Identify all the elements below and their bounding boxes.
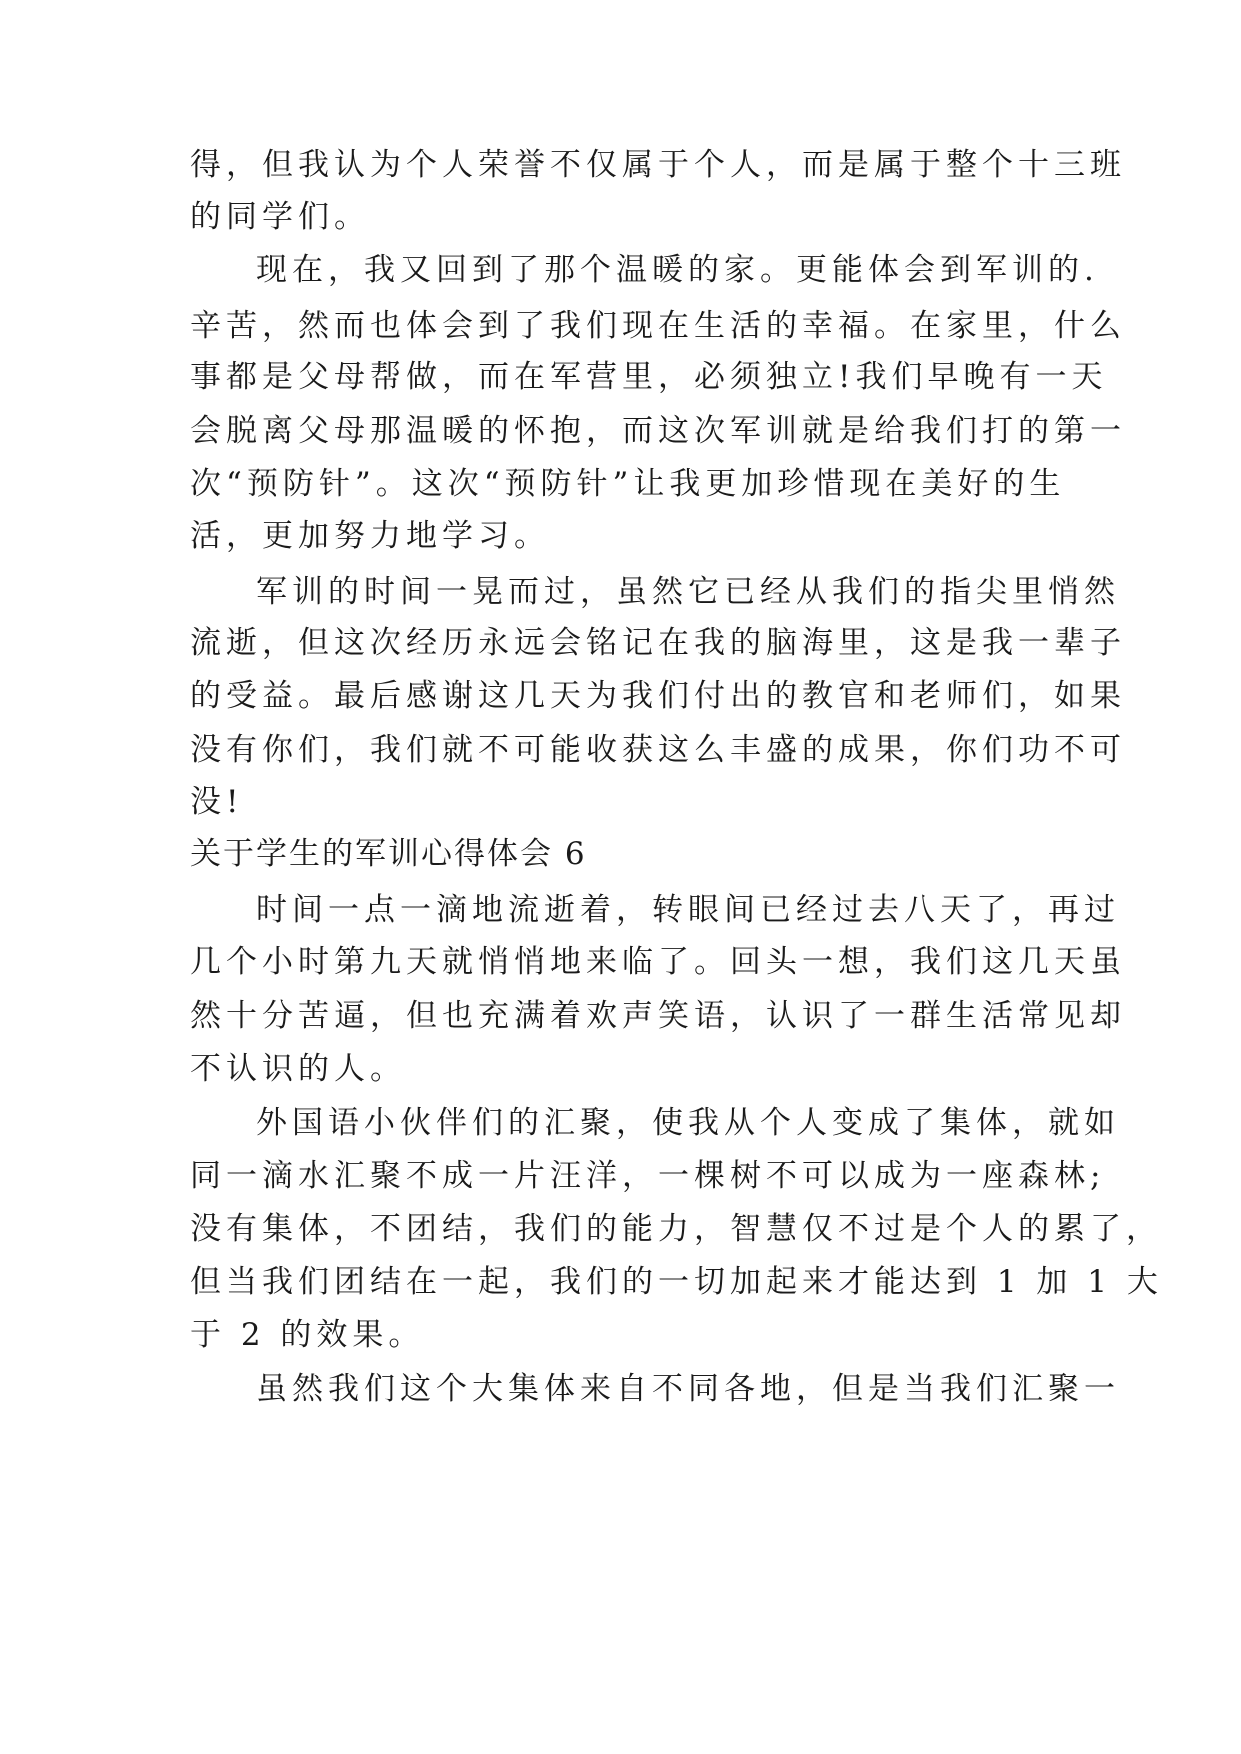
text-line: 事都是父母帮做，而在军营里，必须独立!我们早晚有一天: [190, 359, 1108, 395]
text-line: 辛苦，然而也体会到了我们现在生活的幸福。在家里，什么: [190, 308, 1126, 344]
text-line: 于 2 的效果。: [190, 1317, 425, 1353]
text-line: 的受益。最后感谢这几天为我们付出的教官和老师们，如果: [190, 678, 1126, 714]
text-line: 流逝，但这次经历永远会铭记在我的脑海里，这是我一辈子: [190, 625, 1126, 661]
text-line: 会脱离父母那温暖的怀抱，而这次军训就是给我们打的第一: [190, 413, 1126, 449]
paragraph-start-line: 时间一点一滴地流逝着，转眼间已经过去八天了，再过: [256, 892, 1120, 928]
text-line: 几个小时第九天就悄悄地来临了。回头一想，我们这几天虽: [190, 944, 1126, 980]
paragraph-start-line: 军训的时间一晃而过，虽然它已经从我们的指尖里悄然: [256, 574, 1120, 610]
paragraph-start-line: 外国语小伙伴们的汇聚，使我从个人变成了集体，就如: [256, 1105, 1120, 1141]
paragraph-start-line: 现在，我又回到了那个温暖的家。更能体会到军训的.: [256, 252, 1099, 288]
text-line: 得，但我认为个人荣誉不仅属于个人，而是属于整个十三班: [190, 147, 1126, 183]
text-line: 没有集体，不团结，我们的能力，智慧仅不过是个人的累了，: [190, 1211, 1162, 1247]
text-line: 但当我们团结在一起，我们的一切加起来才能达到 1 加 1 大: [190, 1264, 1163, 1300]
text-line: 活，更加努力地学习。: [190, 518, 550, 554]
section-heading: 关于学生的军训心得体会 6: [190, 836, 587, 872]
text-line: 同一滴水汇聚不成一片汪洋，一棵树不可以成为一座森林;: [190, 1158, 1106, 1194]
text-line: 不认识的人。: [190, 1051, 406, 1087]
text-line: 然十分苦逼，但也充满着欢声笑语，认识了一群生活常见却: [190, 998, 1126, 1034]
paragraph-start-line: 虽然我们这个大集体来自不同各地，但是当我们汇聚一: [256, 1371, 1120, 1407]
text-line: 的同学们。: [190, 199, 370, 235]
text-line: 次“预防针”。这次“预防针”让我更加珍惜现在美好的生: [190, 466, 1066, 502]
text-line: 没!: [190, 784, 244, 820]
text-line: 没有你们，我们就不可能收获这么丰盛的成果，你们功不可: [190, 732, 1126, 768]
